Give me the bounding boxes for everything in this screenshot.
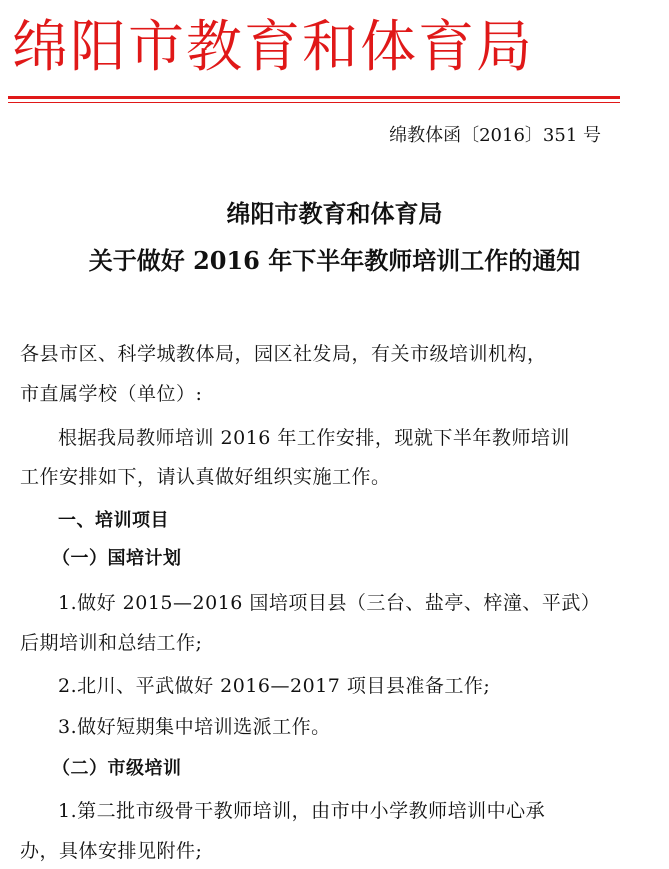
subsection-heading-national-training: （一）国培计划 — [52, 548, 182, 569]
notice-title-line-2: 关于做好 2016 年下半年教师培训工作的通知 — [88, 246, 581, 275]
red-header-rule-thin — [8, 102, 620, 103]
issuing-authority-header: 绵阳市教育和体育局 — [12, 15, 534, 80]
national-item-3: 3.做好短期集中培训选派工作。 — [58, 716, 331, 738]
red-header-rule-thick — [8, 96, 620, 99]
municipal-item-1-line-1: 1.第二批市级骨干教师培训，由市中小学教师培训中心承 — [58, 800, 546, 822]
intro-paragraph-line-2: 工作安排如下，请认真做好组织实施工作。 — [20, 466, 391, 488]
section-heading-training-projects: 一、培训项目 — [58, 510, 169, 531]
recipients-line-2: 市直属学校（单位）: — [20, 383, 203, 405]
national-item-1-line-1: 1.做好 2015—2016 国培项目县（三台、盐亭、梓潼、平武） — [58, 592, 601, 614]
document-number: 绵教体函〔2016〕351 号 — [389, 125, 601, 146]
recipients-line-1: 各县市区、科学城教体局，园区社发局，有关市级培训机构， — [20, 343, 547, 365]
national-item-1-line-2: 后期培训和总结工作; — [20, 632, 203, 654]
municipal-item-1-line-2: 办，具体安排见附件; — [20, 840, 203, 862]
national-item-2: 2.北川、平武做好 2016—2017 项目县准备工作; — [58, 675, 491, 697]
intro-paragraph-line-1: 根据我局教师培训 2016 年工作安排，现就下半年教师培训 — [58, 427, 570, 449]
subsection-heading-municipal-training: （二）市级培训 — [52, 758, 182, 779]
notice-title-line-1: 绵阳市教育和体育局 — [226, 199, 443, 228]
